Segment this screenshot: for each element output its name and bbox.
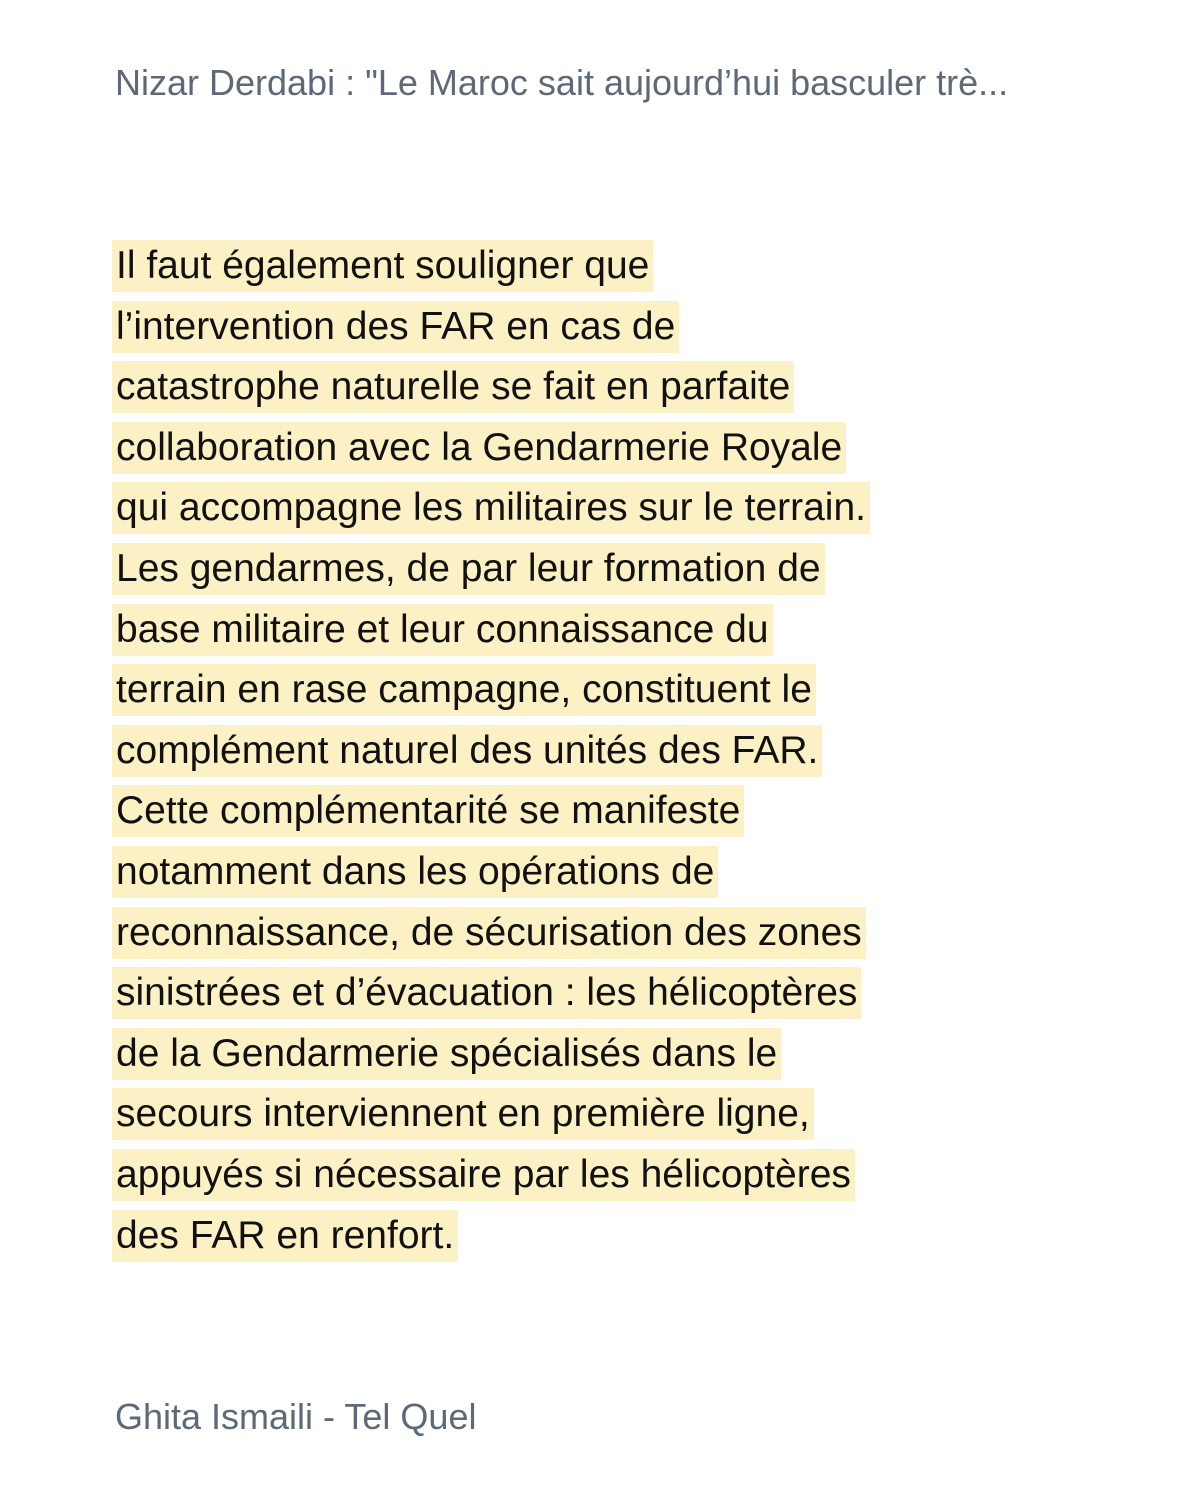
quote-line: Il faut également souligner que <box>112 240 653 292</box>
quote-line: collaboration avec la Gendarmerie Royale <box>112 422 846 474</box>
quote-line: complément naturel des unités des FAR. <box>112 725 822 777</box>
quote-source: Ghita Ismaili - Tel Quel <box>115 1396 477 1437</box>
quote-line: catastrophe naturelle se fait en parfaite <box>112 361 794 413</box>
highlighted-quote <box>112 240 870 1270</box>
quote-line: sinistrées et d’évacuation : les hélicoptères <box>112 967 861 1019</box>
quote-line: notamment dans les opérations de <box>112 846 718 898</box>
quote-line: reconnaissance, de sécurisation des zones <box>112 907 866 959</box>
quote-line: l’intervention des FAR en cas de <box>112 301 679 353</box>
quote-line: des FAR en renfort. <box>112 1210 458 1262</box>
book-title: Nizar Derdabi : "Le Maroc sait aujourd’hui basculer trè... <box>115 62 1009 103</box>
quote-line: Cette complémentarité se manifeste <box>112 785 744 837</box>
quote-line: secours interviennent en première ligne, <box>112 1088 814 1140</box>
quote-line: qui accompagne les militaires sur le terrain. <box>112 482 870 534</box>
quote-line: terrain en rase campagne, constituent le <box>112 664 816 716</box>
quote-line: Les gendarmes, de par leur formation de <box>112 543 825 595</box>
quote-line: appuyés si nécessaire par les hélicoptères <box>112 1149 855 1201</box>
quote-line: de la Gendarmerie spécialisés dans le <box>112 1028 781 1080</box>
quote-line: base militaire et leur connaissance du <box>112 604 773 656</box>
